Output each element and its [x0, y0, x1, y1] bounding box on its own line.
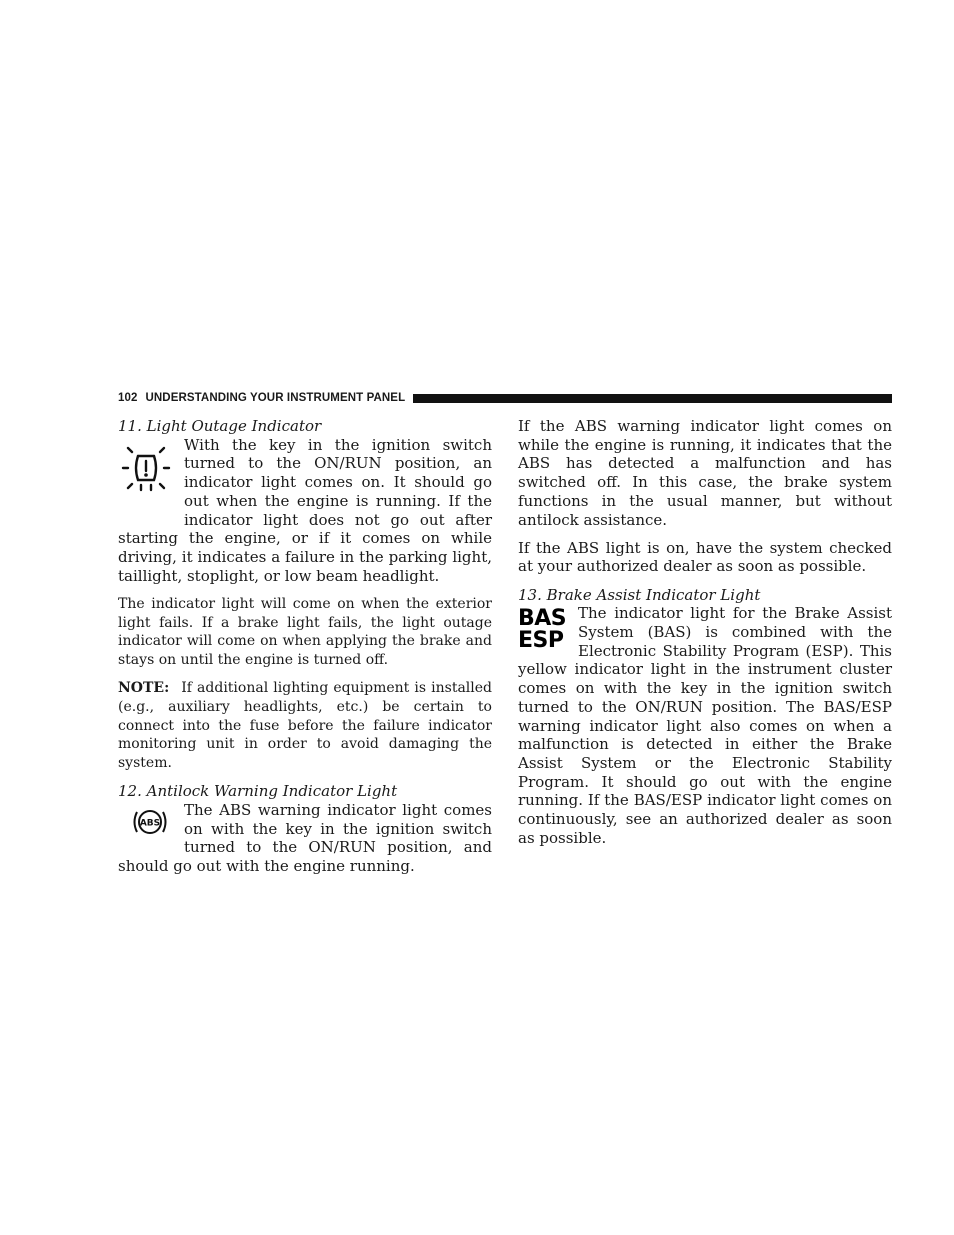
light-outage-icon: [118, 438, 184, 512]
section-13-heading: 13. Brake Assist Indicator Light: [518, 585, 761, 604]
section-12-paragraph-1: The ABS warning indicator light comes on with the key in the ignition switch turned to the ON/RUN position, and should go out with the engine running.: [118, 800, 492, 875]
section-title: UNDERSTANDING YOUR INSTRUMENT PANEL: [145, 392, 406, 404]
abs-paragraph-1: If the ABS warning indicator light comes on while the engine is running, it indicates that the ABS has detected a malfunction and has switched off. In this case, the brake system functions in the usual manner, but without antilock assistance.: [518, 417, 892, 529]
section-11-paragraph-1: With the key in the ignition switch turned to the ON/RUN position, an indicator light comes on. It should go out when the engine is running. If the indicator light does not go out after starting the engine, or if it comes on while driving, it indicates a failure in the parking light, taillight, stoplight, or low beam headlight.: [118, 435, 492, 585]
page-number: 102: [118, 392, 138, 404]
note-text: If additional lighting equipment is installed (e.g., auxiliary headlights, etc.) be certain to connect into the fuse before the failure indicator monitoring unit in order to avoid damaging the system.: [118, 680, 492, 771]
page-header: [118, 390, 892, 406]
note-label: NOTE:: [118, 680, 170, 697]
right-column: [518, 417, 892, 857]
abs-paragraph-2: If the ABS light is on, have the system checked at your authorized dealer as soon as possible.: [518, 538, 892, 576]
section-11-heading: 11. Light Outage Indicator: [118, 417, 322, 435]
abs-icon-label: ABS: [139, 818, 161, 829]
section-13-paragraph-1: The indicator light for the Brake Assist System (BAS) is combined with the Electronic Stability Program (ESP). This yellow indicator light in the instrument cluster comes on with the key in the ignition switch turned to the ON/RUN position. The BAS/ESP warning indicator light also comes on when a malfunction is detected in either the Brake Assist System or the Electronic Stability Program. It should go out with the engine running. If the BAS/ESP indicator light comes on continuously, see an authorized dealer as soon as possible.: [518, 604, 892, 847]
left-column: [118, 417, 492, 885]
bas-esp-icon: [518, 608, 578, 656]
abs-warning-icon: [118, 807, 184, 847]
bas-icon-label: BAS: [518, 606, 567, 632]
section-11-paragraph-2: The indicator light will come on when the exterior light fails. If a brake light fails, the light outage indicator will come on when applying the brake and stays on until the engine is turned off.: [118, 595, 492, 668]
esp-icon-label: ESP: [518, 628, 564, 654]
section-12-heading: 12. Antilock Warning Indicator Light: [118, 782, 398, 801]
header-rule: [413, 394, 892, 403]
note-paragraph: [118, 679, 492, 773]
